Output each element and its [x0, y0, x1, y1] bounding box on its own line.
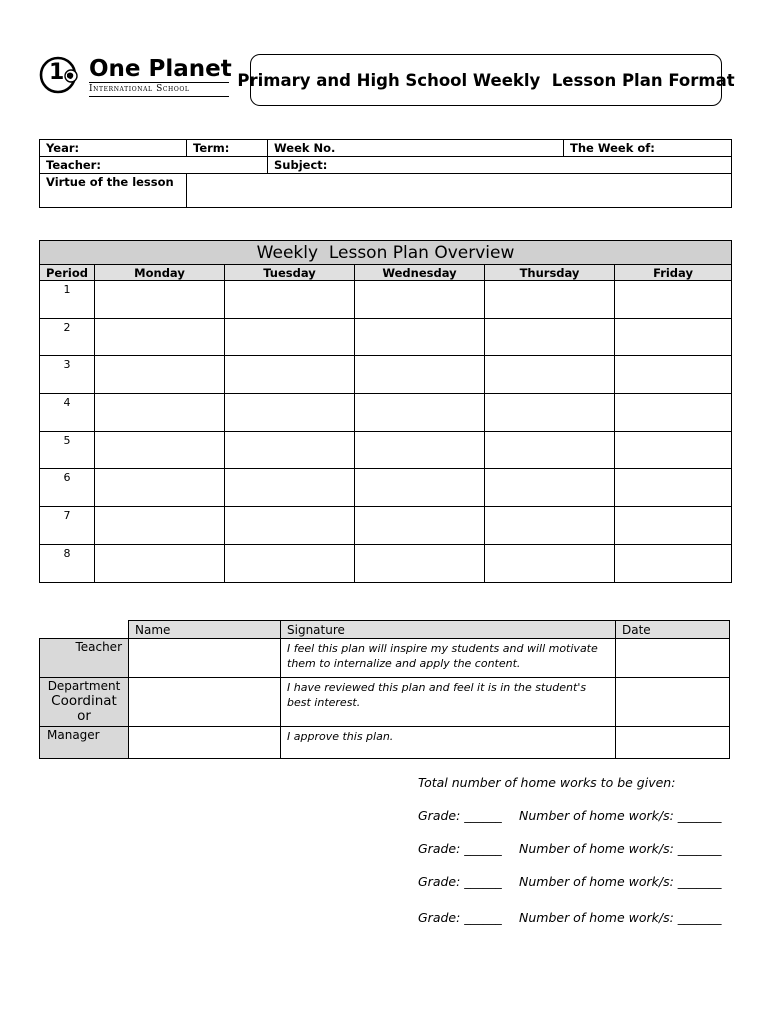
header-period: Period — [40, 265, 95, 281]
homework-count-3[interactable]: Number of home work/s: _______ — [519, 874, 722, 889]
period-number: 8 — [40, 544, 95, 582]
role-coordinator-line2: Coordinat — [51, 693, 117, 709]
cell-tuesday[interactable] — [225, 431, 355, 469]
week-of-field[interactable]: The Week of: — [564, 140, 732, 157]
homework-grade-1[interactable]: Grade: ______ — [418, 808, 502, 823]
manager-name-cell[interactable] — [129, 727, 281, 759]
cell-wednesday[interactable] — [355, 544, 485, 582]
cell-wednesday[interactable] — [355, 356, 485, 394]
period-number: 6 — [40, 469, 95, 507]
cell-monday[interactable] — [95, 356, 225, 394]
approval-table — [39, 620, 730, 759]
period-row — [40, 507, 732, 545]
manager-date-cell[interactable] — [616, 727, 730, 759]
cell-wednesday[interactable] — [355, 318, 485, 356]
header-wednesday: Wednesday — [355, 265, 485, 281]
logo-name: One Planet — [89, 56, 232, 82]
period-number: 1 — [40, 281, 95, 319]
cell-friday[interactable] — [615, 469, 732, 507]
period-number: 2 — [40, 318, 95, 356]
header-thursday: Thursday — [485, 265, 615, 281]
cell-thursday[interactable] — [485, 507, 615, 545]
cell-friday[interactable] — [615, 394, 732, 432]
period-row — [40, 281, 732, 319]
cell-tuesday[interactable] — [225, 394, 355, 432]
overview-caption: Weekly Lesson Plan Overview — [40, 241, 732, 265]
cell-monday[interactable] — [95, 544, 225, 582]
cell-wednesday[interactable] — [355, 281, 485, 319]
period-number: 5 — [40, 431, 95, 469]
cell-friday[interactable] — [615, 544, 732, 582]
cell-wednesday[interactable] — [355, 394, 485, 432]
period-row — [40, 469, 732, 507]
cell-tuesday[interactable] — [225, 281, 355, 319]
weekly-overview-table — [39, 240, 732, 583]
year-field[interactable]: Year: — [40, 140, 187, 157]
period-row — [40, 356, 732, 394]
cell-tuesday[interactable] — [225, 469, 355, 507]
role-coordinator-line3: or — [77, 708, 91, 724]
cell-friday[interactable] — [615, 318, 732, 356]
logo-subtitle: International School — [89, 84, 190, 94]
approval-corner — [40, 621, 129, 639]
role-department-coordinator — [40, 678, 129, 727]
cell-friday[interactable] — [615, 507, 732, 545]
header-tuesday: Tuesday — [225, 265, 355, 281]
homework-grade-2[interactable]: Grade: ______ — [418, 841, 502, 856]
logo-emblem-number: 1 — [49, 60, 65, 85]
cell-monday[interactable] — [95, 281, 225, 319]
cell-thursday[interactable] — [485, 431, 615, 469]
cell-thursday[interactable] — [485, 318, 615, 356]
homework-heading: Total number of home works to be given: — [418, 775, 676, 790]
cell-wednesday[interactable] — [355, 469, 485, 507]
cell-wednesday[interactable] — [355, 507, 485, 545]
cell-monday[interactable] — [95, 394, 225, 432]
cell-monday[interactable] — [95, 469, 225, 507]
cell-thursday[interactable] — [485, 281, 615, 319]
period-row — [40, 318, 732, 356]
school-logo — [38, 56, 233, 100]
cell-tuesday[interactable] — [225, 356, 355, 394]
period-row — [40, 431, 732, 469]
role-manager-label: Manager — [47, 728, 100, 742]
cell-wednesday[interactable] — [355, 431, 485, 469]
page-title: Primary and High School Weekly Lesson Plan Format — [237, 70, 735, 90]
cell-tuesday[interactable] — [225, 544, 355, 582]
teacher-field[interactable]: Teacher: — [40, 157, 268, 174]
coordinator-date-cell[interactable] — [616, 678, 730, 727]
homework-count-2[interactable]: Number of home work/s: _______ — [519, 841, 722, 856]
header-friday: Friday — [615, 265, 732, 281]
role-coordinator-line1: Department — [47, 679, 121, 693]
header-name: Name — [129, 621, 281, 639]
header-date: Date — [616, 621, 730, 639]
cell-monday[interactable] — [95, 318, 225, 356]
homework-grade-3[interactable]: Grade: ______ — [418, 874, 502, 889]
manager-signature-cell[interactable]: I approve this plan. — [281, 727, 616, 759]
teacher-name-cell[interactable] — [129, 639, 281, 678]
header-signature: Signature — [281, 621, 616, 639]
cell-monday[interactable] — [95, 431, 225, 469]
cell-thursday[interactable] — [485, 469, 615, 507]
homework-count-4[interactable]: Number of home work/s: _______ — [519, 910, 722, 925]
cell-friday[interactable] — [615, 431, 732, 469]
cell-thursday[interactable] — [485, 544, 615, 582]
logo-rule-top — [89, 82, 229, 83]
cell-tuesday[interactable] — [225, 318, 355, 356]
role-teacher — [40, 639, 129, 678]
term-field[interactable]: Term: — [187, 140, 268, 157]
virtue-label: Virtue of the lesson — [40, 174, 187, 208]
coordinator-name-cell[interactable] — [129, 678, 281, 727]
virtue-field[interactable] — [187, 174, 732, 208]
homework-count-1[interactable]: Number of home work/s: _______ — [519, 808, 722, 823]
teacher-date-cell[interactable] — [616, 639, 730, 678]
cell-thursday[interactable] — [485, 394, 615, 432]
title-box — [237, 54, 735, 106]
role-manager — [40, 727, 129, 759]
cell-tuesday[interactable] — [225, 507, 355, 545]
cell-friday[interactable] — [615, 356, 732, 394]
cell-friday[interactable] — [615, 281, 732, 319]
subject-field[interactable]: Subject: — [268, 157, 732, 174]
logo-rule-bottom — [89, 96, 229, 97]
cell-monday[interactable] — [95, 507, 225, 545]
header-monday: Monday — [95, 265, 225, 281]
homework-grade-4[interactable]: Grade: ______ — [418, 910, 502, 925]
role-teacher-label: Teacher — [75, 640, 122, 654]
period-number: 7 — [40, 507, 95, 545]
period-rows — [40, 281, 732, 583]
period-number: 3 — [40, 356, 95, 394]
period-number: 4 — [40, 394, 95, 432]
period-row — [40, 394, 732, 432]
week-no-field[interactable]: Week No. — [268, 140, 564, 157]
lesson-info-table — [39, 139, 732, 208]
cell-thursday[interactable] — [485, 356, 615, 394]
period-row — [40, 544, 732, 582]
teacher-signature-cell[interactable]: I feel this plan will inspire my students and will motivate them to internalize and apply the content. — [281, 639, 616, 678]
coordinator-signature-cell[interactable]: I have reviewed this plan and feel it is in the student's best interest. — [281, 678, 616, 727]
